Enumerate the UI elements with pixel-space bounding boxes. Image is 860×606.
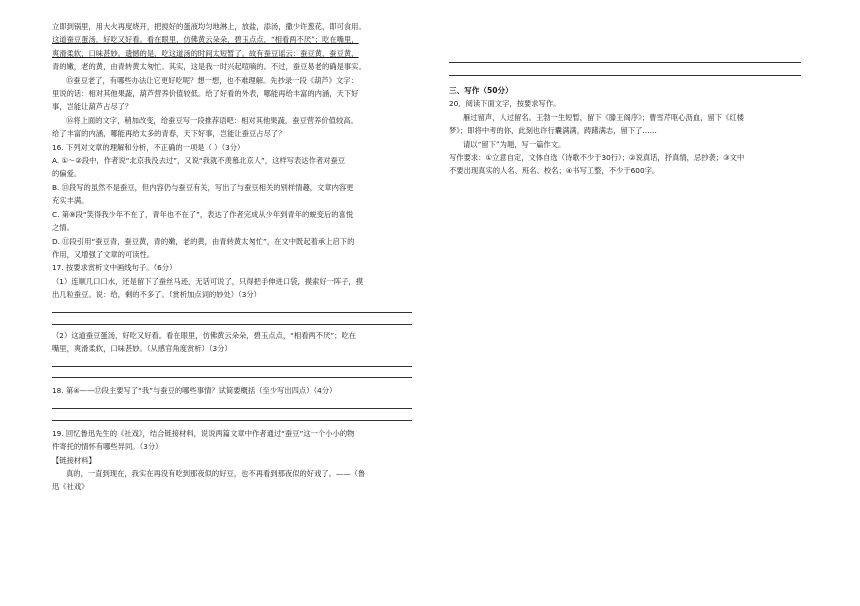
question-19: 19. 回忆鲁迅先生的《社戏》，结合链接材料，说说两篇文章中作者通过“蚕豆”这一个小小的物 — [52, 428, 355, 438]
answer-line[interactable] — [449, 62, 801, 63]
question-17-stem: 17. 按要求赏析文中画线句子。（6分） — [52, 263, 177, 273]
question-17-part-1: （1）连顺几口口水，还是留下了蚕丝马迹，无话可说了，只得把手伸进口袋，摸索好一阵子，摸 — [52, 276, 364, 286]
link-material-title: 【链接材料】 — [52, 455, 96, 465]
passage-line: ⑮蚕豆老了，有哪些办法让它更好吃呢？想一想，也不难理解。先抄录一段《葫芦》文字： — [66, 75, 358, 85]
writing-prompt: 梦》；即将中考的你，此刻也许行囊满满，踌躇满志，留下了…… — [449, 126, 657, 136]
section-title: 三、写作（50分） — [449, 86, 513, 95]
option-c: 之情。 — [52, 223, 74, 233]
writing-requirements: 不要出现真实的人名、班名、校名；④书写工整，不少于600字。 — [449, 166, 660, 176]
option-b: 充实丰满。 — [52, 196, 89, 206]
option-c: C. 第⑨段“笑得我少年不在了，青年也不在了”，表达了作者完成从少年到青年的蜕变后的喜悦 — [52, 209, 354, 219]
writing-prompt: 雁过留声，人过留名。王勃一生短暂，留下《滕王阁序》；曹雪芹呕心沥血，留下《红楼 — [463, 112, 744, 122]
answer-line[interactable] — [52, 366, 412, 367]
question-18: 18. 第④——⑰段主要写了“我”与蚕豆的哪些事情？试简要概括（至少写出四点）（4分） — [52, 386, 337, 396]
option-d: D. ⑪段引用“蚕豆青，蚕豆黄，青的嫩，老的黄，由青转黄太匆忙”，在文中既起着承上启下的 — [52, 236, 355, 246]
option-a: 的偏爱。 — [52, 169, 82, 179]
passage-line: 里说的话：相对其他果蔬，葫芦营养价值较低。给了好看的外表，哪能再给丰富的内涵，天下好 — [52, 89, 359, 99]
question-17-part-2: 嘴里，爽滑柔软，口味甚妙。（从感官角度赏析）（3分） — [52, 343, 232, 353]
writing-task: 请以“留下”为题，写一篇作文。 — [463, 139, 566, 149]
option-d: 作用，又增强了文章的可读性。 — [52, 249, 155, 259]
right-column — [449, 20, 814, 178]
underlined-passage-line: 这道蚕豆蛋汤，好吃又好看。看在眼里，仿佛黄云朵朵，碧玉点点，“相看两不厌”；吃在嘴里， — [52, 35, 359, 45]
passage-line: 事，岂能让葫芦占尽了？ — [52, 102, 133, 112]
left-column — [52, 20, 424, 494]
underlined-passage-line: 爽滑柔软，口味甚妙。遗憾的是，吃这道汤的时间太短暂了。故有蚕豆谣云：蚕豆黄，蚕豆黄， — [52, 48, 359, 58]
answer-line[interactable] — [52, 408, 412, 409]
passage-line: 立即到锅里，用大火再度烧开，把搅好的蛋液均匀地淋上，放盐，添汤，撒少许葱花，即可食用。 — [52, 22, 366, 31]
answer-line[interactable] — [52, 312, 412, 313]
link-material-text: 真的，一直到现在，我实在再没有吃到那夜似的好豆，也不再看到那夜似的好戏了。——（鲁 — [66, 468, 366, 478]
question-17-part-2: （2）这道蚕豆蛋汤，好吃又好看。看在眼里，仿佛黄云朵朵，碧玉点点，“相看两不厌”；吃在 — [52, 330, 357, 340]
passage-line: 青的嫩，老的黄，由青转黄太匆忙。其实，这是我一时兴起喧嘀的。不过，蚕豆易老的确是事实。 — [52, 62, 366, 72]
option-a: A. ①～②段中，作者说“北京我没去过”，又说“我就不羡慕北京人”，这样写表达作者对蚕豆 — [52, 156, 346, 166]
question-19: 件寄托的情怀有哪些异同。（3分） — [52, 442, 163, 452]
question-20: 20．阅读下面文字，按要求写作。 — [449, 99, 561, 109]
link-material-text: 迅《社戏》 — [52, 482, 89, 492]
option-b: B. ⑬段写的虽然不是蚕豆，但内容仍与蚕豆有关，写出了与蚕豆相关的别样情趣，文章内容更 — [52, 182, 354, 192]
passage-line: ⑯将上面的文字，稍加改变，给蚕豆写一段推荐语吧：相对其他果蔬，蚕豆营养价值较高。 — [66, 115, 358, 125]
question-16-stem: 16. 下列对文章的理解和分析，不正确的一项是（ ）（3分） — [52, 142, 245, 152]
writing-requirements: 写作要求：①立意自定，文体自选（诗歌不少于30行）；②说真话，抒真情，忌抄袭；③文中 — [449, 153, 745, 163]
passage-line: 给了丰富的内涵，哪能再给太多的青春，天下好事，岂能让蚕豆占尽了？ — [52, 129, 286, 139]
question-17-part-1: 出几粒蚕豆。说：给，剩的不多了。（赏析加点词的妙处）（3分） — [52, 290, 261, 300]
